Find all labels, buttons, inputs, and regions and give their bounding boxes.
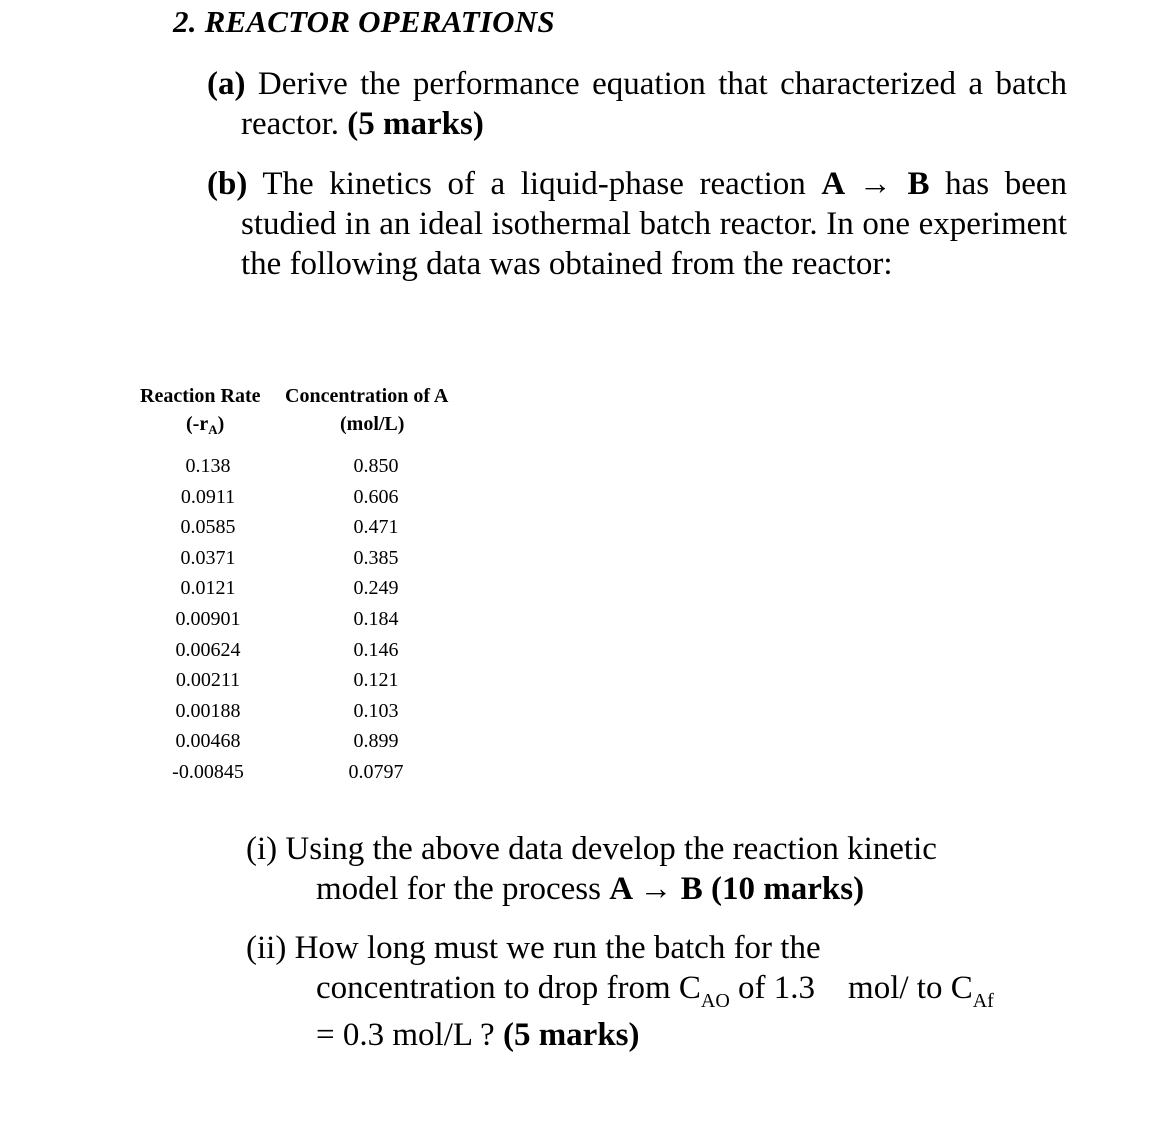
rate-cell: 0.00468 xyxy=(175,730,241,753)
rate-cell: -0.00845 xyxy=(172,760,244,783)
rate-unit-main: (-r xyxy=(186,413,209,435)
sub-question-ii-text-a: concentration to drop from C xyxy=(316,970,701,1006)
rate-cell: 0.00901 xyxy=(175,607,241,630)
question-a-marks: (5 marks) xyxy=(347,106,484,142)
concentration-cell: 0.0797 xyxy=(348,760,404,783)
rate-cell: 0.00211 xyxy=(175,669,241,692)
concentration-cell: 0.606 xyxy=(353,485,399,508)
sub-question-ii-line-1: (ii) How long must we run the batch for the xyxy=(246,930,821,966)
table-header-rate: Reaction Rate xyxy=(140,385,261,407)
sub-question-i-marks: A → B (10 marks) xyxy=(609,871,865,907)
concentration-cell: 0.121 xyxy=(353,669,399,692)
concentration-cell: 0.385 xyxy=(353,546,399,569)
sub-question-i-line-2 xyxy=(316,869,864,909)
sub-question-i-line-1: (i) Using the above data develop the reaction kinetic xyxy=(246,831,937,867)
table-header-concentration: Concentration of A xyxy=(285,385,449,407)
rate-column xyxy=(158,451,258,788)
question-b-text-2: has been studied in an ideal isothermal batch reactor. In one experiment the following data was obtained from the reactor: xyxy=(241,166,1067,282)
sub-question-ii-marks: (5 marks) xyxy=(502,1017,640,1053)
table-header-concentration-unit: (mol/L) xyxy=(340,413,405,435)
rate-unit-close: ) xyxy=(217,413,225,435)
rate-cell: 0.00188 xyxy=(175,699,241,722)
rate-cell: 0.0371 xyxy=(180,546,236,569)
rate-cell: 0.138 xyxy=(185,455,231,477)
concentration-cell: 0.899 xyxy=(353,730,399,753)
question-b-label: (b) xyxy=(207,166,248,202)
question-a xyxy=(207,64,1067,144)
sub-question-ii-text-3: = 0.3 mol/L ? xyxy=(316,1017,503,1053)
sub-question-ii-line-2 xyxy=(316,968,994,1012)
sub-question-ii-text-b: of 1.3 mol/ to C xyxy=(729,970,973,1006)
rate-cell: 0.0121 xyxy=(180,577,236,600)
concentration-cell: 0.103 xyxy=(353,699,399,722)
sub-question-i-text: model for the process xyxy=(316,871,610,907)
section-title: 2. REACTOR OPERATIONS xyxy=(173,4,555,39)
concentration-cell: 0.471 xyxy=(353,516,399,539)
rate-cell: 0.0585 xyxy=(180,516,236,539)
question-b xyxy=(207,164,1067,284)
concentration-cell: 0.249 xyxy=(353,577,399,600)
subscript-ao: AO xyxy=(700,990,730,1012)
subscript-af: Af xyxy=(972,990,994,1012)
question-b-text-1: The kinetics of a liquid-phase reaction xyxy=(247,166,822,202)
concentration-column xyxy=(326,451,426,788)
question-a-text: Derive the performance equation that characterized a batch reactor. xyxy=(241,66,1067,142)
concentration-cell: 0.184 xyxy=(353,607,399,630)
question-a-label: (a) xyxy=(207,66,246,102)
concentration-cell: 0.146 xyxy=(353,638,399,661)
rate-cell: 0.0911 xyxy=(180,485,236,508)
rate-cell: 0.00624 xyxy=(175,638,241,661)
concentration-cell: 0.850 xyxy=(353,455,399,477)
rate-unit-sub: A xyxy=(208,422,218,437)
table-header-rate-unit xyxy=(186,413,224,436)
sub-question-ii-line-3 xyxy=(316,1015,640,1055)
question-b-reaction: A → B xyxy=(821,166,930,202)
